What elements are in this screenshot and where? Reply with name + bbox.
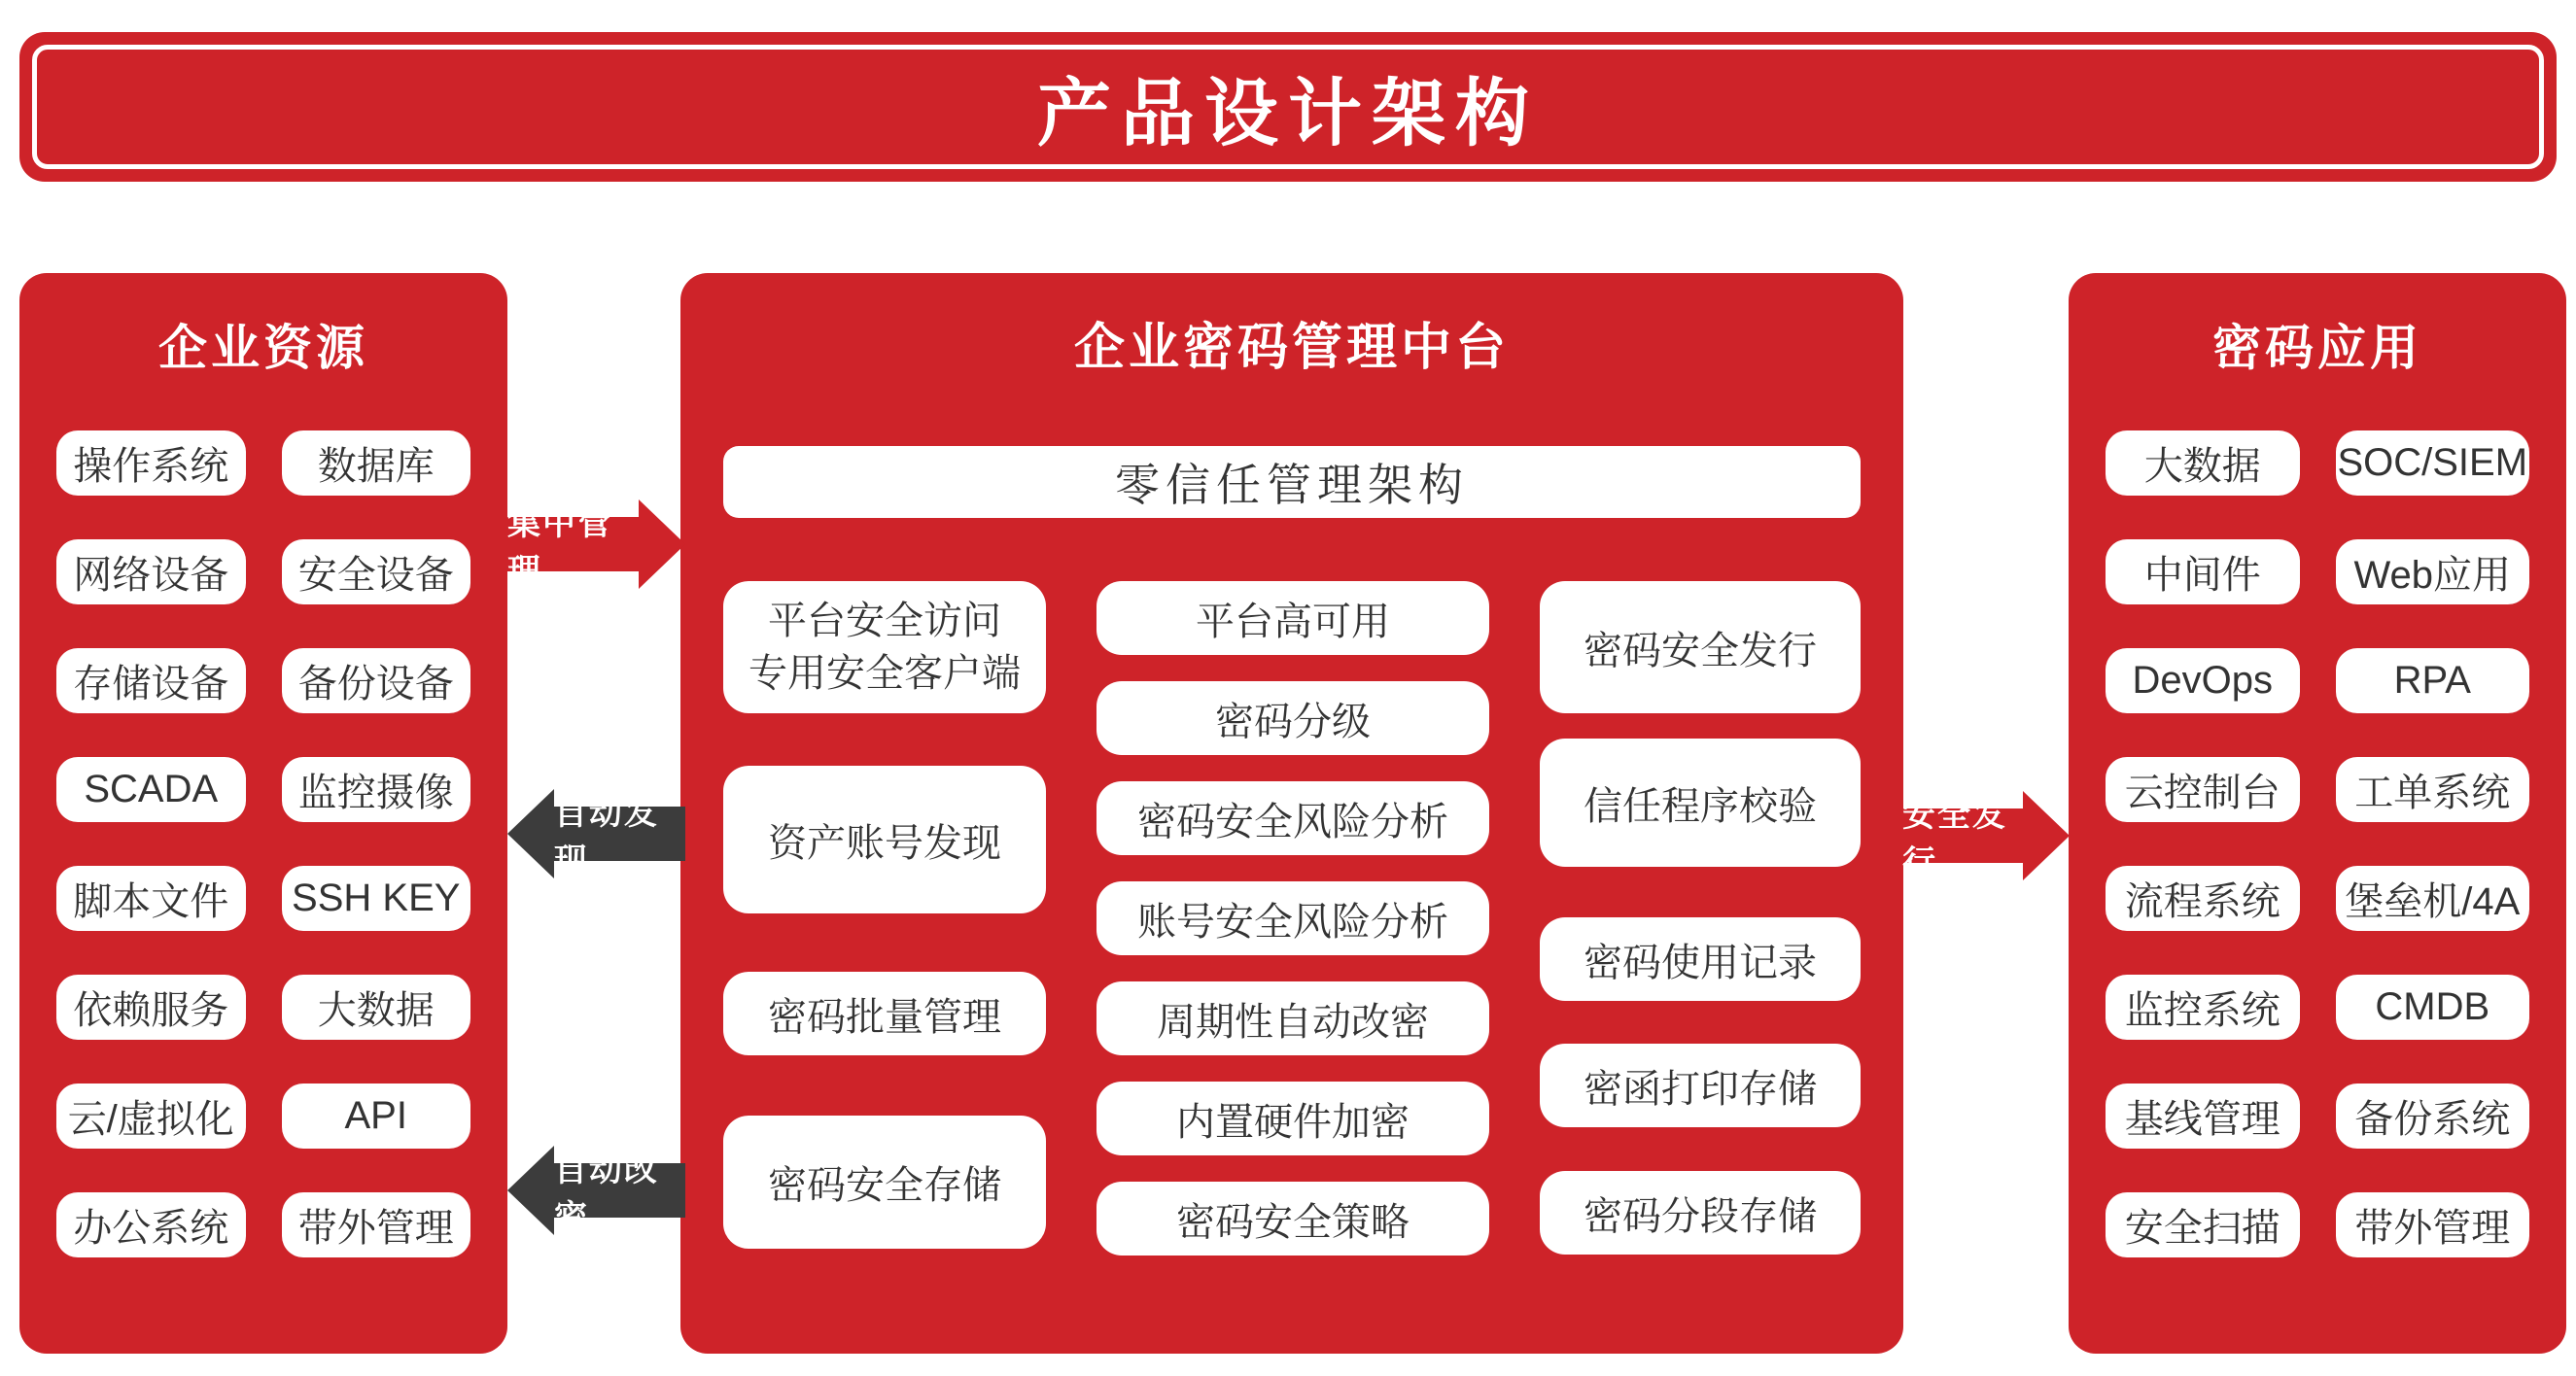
capability-box: 密函打印存储: [1540, 1044, 1861, 1127]
arrow-centralized-management: [507, 499, 685, 589]
resource-box: 带外管理: [282, 1192, 471, 1257]
arrow-secure-issuance: [1902, 791, 2070, 880]
left-panel-grid: [19, 430, 507, 1257]
capability-box: 内置硬件加密: [1097, 1082, 1489, 1155]
resource-box: 数据库: [282, 430, 471, 496]
resource-box: 安全设备: [282, 539, 471, 604]
center-column-3: [1540, 581, 1861, 1256]
center-panel-columns: [723, 581, 1861, 1256]
capability-box-line: 专用安全客户端: [748, 652, 1021, 695]
resource-box: 云/虚拟化: [56, 1084, 246, 1149]
capability-box: [723, 581, 1046, 713]
resource-box: 依赖服务: [56, 975, 246, 1040]
right-panel-grid: [2069, 430, 2566, 1257]
capability-box: 周期性自动改密: [1097, 981, 1489, 1055]
right-panel-title: 密码应用: [2212, 321, 2422, 375]
enterprise-resources-panel: [19, 273, 507, 1354]
capability-box: 账号安全风险分析: [1097, 881, 1489, 955]
center-column-1: [723, 581, 1046, 1256]
capability-box: 密码分级: [1097, 681, 1489, 755]
app-box: Web应用: [2336, 539, 2530, 604]
capability-box: 平台高可用: [1097, 581, 1489, 655]
resource-box: 办公系统: [56, 1192, 246, 1257]
capability-box: 密码使用记录: [1540, 917, 1861, 1001]
app-box: 流程系统: [2106, 866, 2300, 931]
app-box: DevOps: [2106, 648, 2300, 713]
title-banner: [19, 32, 2557, 182]
zero-trust-bar: 零信任管理架构: [723, 446, 1861, 518]
app-box: RPA: [2336, 648, 2530, 713]
left-panel-title: 企业资源: [158, 321, 368, 375]
capability-box: 密码安全发行: [1540, 581, 1861, 713]
app-box: 云控制台: [2106, 757, 2300, 822]
app-box: 堡垒机/4A: [2336, 866, 2530, 931]
resource-box: 网络设备: [56, 539, 246, 604]
app-box: 基线管理: [2106, 1084, 2300, 1149]
arrow-label: 自动发现: [554, 795, 659, 879]
app-box: 安全扫描: [2106, 1192, 2300, 1257]
capability-box: 资产账号发现: [723, 766, 1046, 913]
password-management-platform-panel: [680, 273, 1903, 1354]
app-box: 大数据: [2106, 430, 2300, 496]
resource-box: SSH KEY: [282, 866, 471, 931]
resource-box: 备份设备: [282, 648, 471, 713]
app-box: 中间件: [2106, 539, 2300, 604]
app-box: SOC/SIEM: [2336, 430, 2530, 496]
resource-box: API: [282, 1084, 471, 1149]
page-title: 产品设计架构: [1037, 72, 1539, 155]
capability-box-line: 平台安全访问: [768, 600, 1001, 642]
app-box: 带外管理: [2336, 1192, 2530, 1257]
resource-box: 大数据: [282, 975, 471, 1040]
arrow-label: 安全发行: [1902, 797, 2007, 881]
capability-box: 密码安全策略: [1097, 1182, 1489, 1256]
capability-box: 密码安全存储: [723, 1116, 1046, 1249]
arrow-label: 集中管理: [507, 505, 612, 590]
center-panel-title: 企业密码管理中台: [1073, 320, 1510, 376]
resource-box: 脚本文件: [56, 866, 246, 931]
capability-box: 密码安全风险分析: [1097, 781, 1489, 855]
app-box: 备份系统: [2336, 1084, 2530, 1149]
center-column-2: [1097, 581, 1489, 1256]
resource-box: 存储设备: [56, 648, 246, 713]
app-box: 监控系统: [2106, 975, 2300, 1040]
password-applications-panel: [2069, 273, 2566, 1354]
resource-box: 监控摄像: [282, 757, 471, 822]
resource-box: SCADA: [56, 757, 246, 822]
app-box: CMDB: [2336, 975, 2530, 1040]
resource-box: 操作系统: [56, 430, 246, 496]
arrow-auto-password-change: [507, 1146, 685, 1235]
arrow-auto-discovery: [507, 789, 685, 878]
capability-box: 密码分段存储: [1540, 1171, 1861, 1255]
app-box: 工单系统: [2336, 757, 2530, 822]
arrow-label: 自动改密: [554, 1152, 659, 1236]
capability-box: 信任程序校验: [1540, 739, 1861, 867]
capability-box: 密码批量管理: [723, 972, 1046, 1055]
